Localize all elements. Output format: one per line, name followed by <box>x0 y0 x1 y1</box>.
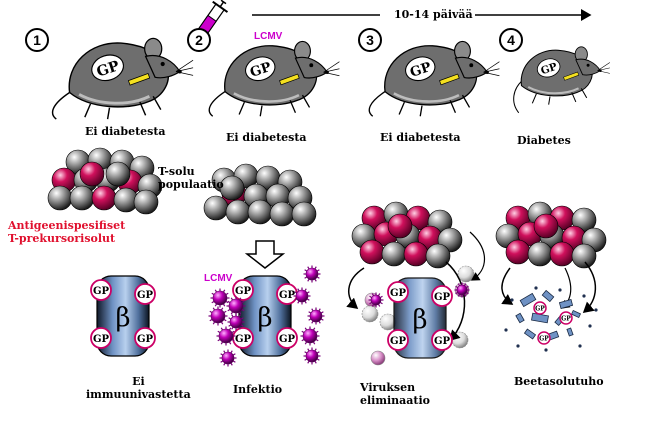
precursor-label-line2: T-prekursorisolut <box>8 232 116 245</box>
virus-particle <box>220 350 237 367</box>
t-cell <box>572 244 596 268</box>
step-number-2: 2 <box>187 28 211 52</box>
step-number-4: 4 <box>499 28 523 52</box>
svg-text:β: β <box>412 305 428 335</box>
svg-text:GP: GP <box>278 290 296 301</box>
t-cell <box>70 186 94 210</box>
fading-cell <box>371 351 385 365</box>
t-cell <box>204 196 228 220</box>
svg-text:GP: GP <box>92 334 110 345</box>
panel-caption-3-line2: eliminaatio <box>360 394 431 407</box>
t-cell <box>388 214 412 238</box>
curved-arrow-left-panel3 <box>349 268 364 308</box>
step-number-1: 1 <box>25 28 49 52</box>
virus-label-top: LCMV <box>254 31 283 42</box>
panel-caption-1-line2: immuunivastetta <box>86 388 191 401</box>
gp-marker <box>277 284 297 304</box>
beta-cell-2 <box>233 276 297 356</box>
tcell-cluster-4 <box>496 202 606 268</box>
panel-caption-4: Beetasolutuho <box>514 375 604 388</box>
tcell-label-line1: T-solu <box>158 165 195 178</box>
svg-text:GP: GP <box>539 60 559 78</box>
svg-text:GP: GP <box>539 335 549 343</box>
step-caption-2: Ei diabetesta <box>226 131 307 144</box>
curved-arrow-left-panel4 <box>502 268 512 304</box>
timeline-label: 10-14 päivää <box>394 8 473 21</box>
gp-marker <box>233 328 253 348</box>
t-cell <box>48 186 72 210</box>
tcell-cluster-1 <box>48 148 162 214</box>
gp-marker-fragment <box>534 302 546 314</box>
svg-text:GP: GP <box>234 286 252 297</box>
tcell-label <box>158 165 224 191</box>
virus-particle <box>304 266 321 283</box>
t-cell <box>270 202 294 226</box>
svg-text:GP: GP <box>389 336 407 347</box>
t-cell <box>360 240 384 264</box>
t-cell <box>550 242 574 266</box>
svg-text:GP: GP <box>561 315 571 323</box>
panel-caption-3-line1: Viruksen <box>360 381 416 394</box>
virus-particle <box>304 348 321 365</box>
destroyed-beta-cell <box>504 286 597 351</box>
virus-particle <box>308 308 325 325</box>
step-caption-4: Diabetes <box>517 134 571 147</box>
virus-label-panel: LCMV <box>204 273 233 284</box>
svg-text:GP: GP <box>278 334 296 345</box>
precursor-label-line1: Antigeenispesifiset <box>8 219 126 232</box>
tcell-cluster-3 <box>352 202 462 268</box>
svg-text:GP: GP <box>389 288 407 299</box>
svg-text:β: β <box>257 303 273 333</box>
virus-particle <box>455 283 470 298</box>
beta-cell-1 <box>91 276 155 356</box>
virus-particle <box>211 289 230 308</box>
mouse-2-icon <box>209 41 339 116</box>
t-cell <box>426 244 450 268</box>
panel-caption-3 <box>360 381 430 407</box>
t-cell <box>528 242 552 266</box>
svg-text:β: β <box>115 303 131 333</box>
virus-particle <box>209 307 228 326</box>
svg-text:GP: GP <box>234 334 252 345</box>
svg-text:GP: GP <box>408 60 434 81</box>
virus-particle <box>301 327 320 346</box>
t-cell <box>134 190 158 214</box>
svg-text:GP: GP <box>94 58 122 81</box>
svg-text:GP: GP <box>433 336 451 347</box>
mouse-1-icon <box>53 38 194 119</box>
t-cell <box>404 242 428 266</box>
precursor-label <box>8 219 125 245</box>
svg-text:GP: GP <box>433 292 451 303</box>
t-cell <box>226 200 250 224</box>
gp-marker <box>91 280 111 300</box>
t-cell <box>382 242 406 266</box>
svg-text:GP: GP <box>92 286 110 297</box>
gp-marker <box>388 282 408 302</box>
down-arrow-icon <box>247 241 283 268</box>
gp-marker-fragment <box>560 312 572 324</box>
tcell-label-line2: populaatio <box>158 178 224 191</box>
svg-text:GP: GP <box>136 290 154 301</box>
panel-caption-2: Infektio <box>233 383 283 396</box>
panel-caption-1 <box>86 375 191 401</box>
svg-text:GP: GP <box>535 305 545 313</box>
t-cell <box>506 240 530 264</box>
curved-arrow-right-panel4 <box>584 262 595 312</box>
gp-marker <box>91 328 111 348</box>
svg-text:GP: GP <box>248 60 274 81</box>
t-cell <box>92 186 116 210</box>
svg-text:GP: GP <box>136 334 154 345</box>
step-caption-3: Ei diabetesta <box>380 131 461 144</box>
fading-cell <box>362 306 378 322</box>
gp-marker <box>432 286 452 306</box>
mouse-4-icon <box>514 47 610 113</box>
panel-caption-1-line1: Ei <box>132 375 145 388</box>
mouse-3-icon <box>369 41 499 116</box>
t-cell <box>534 214 558 238</box>
t-cell <box>106 162 130 186</box>
gp-marker <box>277 328 297 348</box>
gp-marker-fragment <box>538 332 550 344</box>
t-cell <box>80 162 104 186</box>
beta-cell-3 <box>388 278 452 358</box>
t-cell <box>248 200 272 224</box>
gp-marker <box>135 328 155 348</box>
gp-marker <box>388 330 408 350</box>
gp-marker <box>135 284 155 304</box>
virus-particle <box>217 327 236 346</box>
gp-marker <box>432 330 452 350</box>
step-number-3: 3 <box>358 28 382 52</box>
t-cell <box>292 202 316 226</box>
step-caption-1: Ei diabetesta <box>85 125 166 138</box>
